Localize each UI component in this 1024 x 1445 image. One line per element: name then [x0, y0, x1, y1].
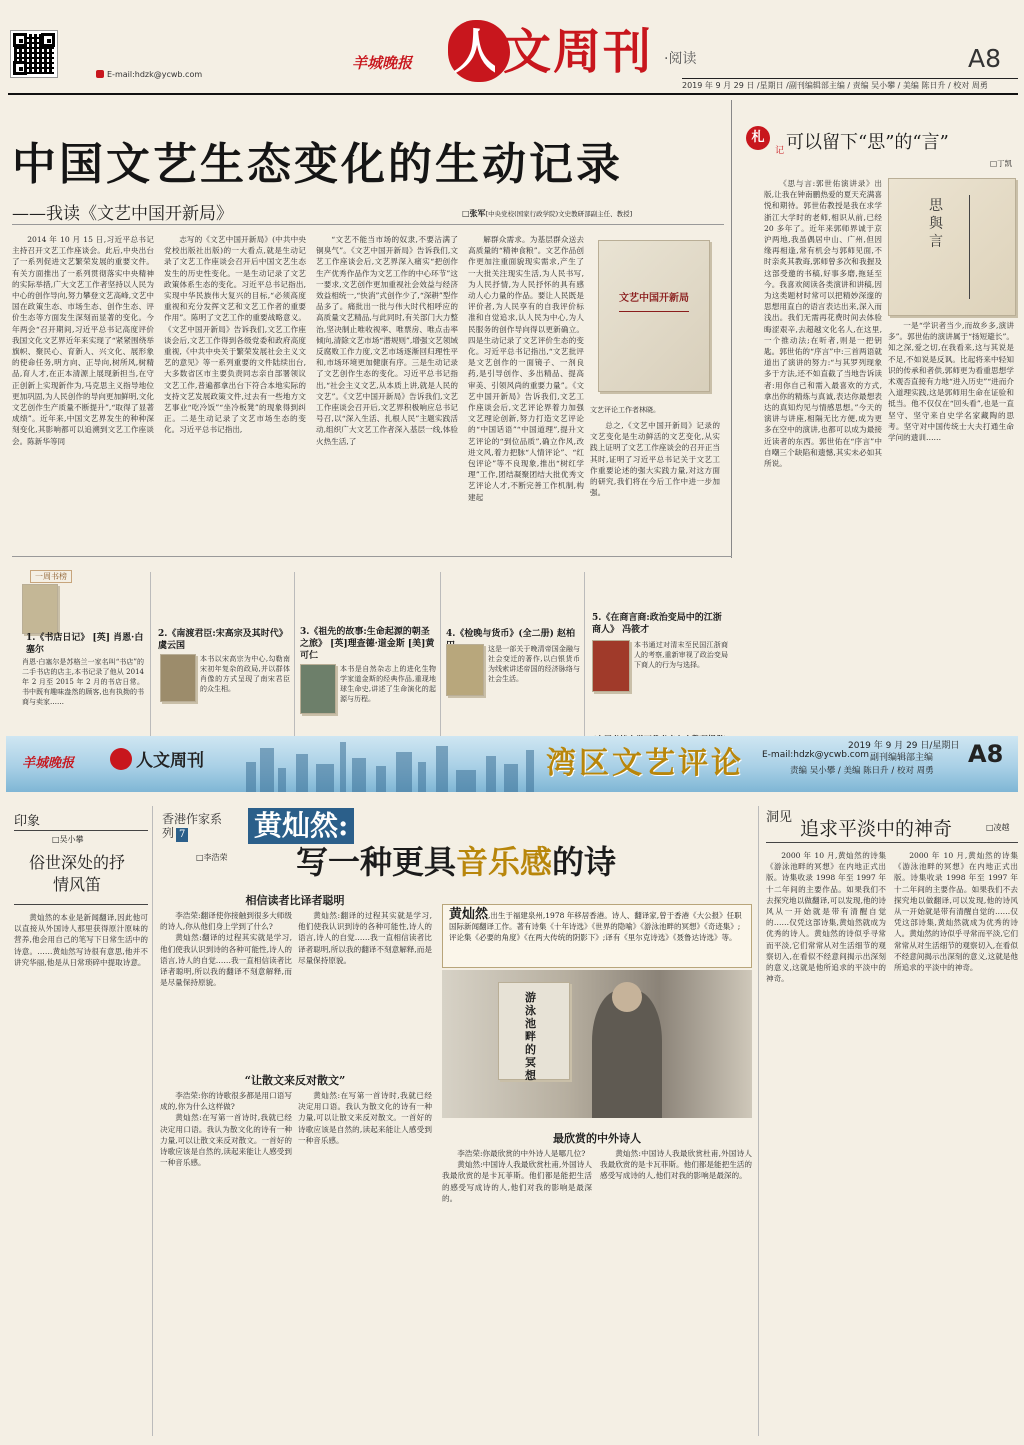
header-title-text: 人文周刊 — [453, 24, 654, 80]
lead-subline: ——我读《文艺中国开新局》 — [12, 204, 233, 224]
dongjian-label: 洞见 — [766, 810, 793, 825]
zhaji-tag-1: 札 — [746, 126, 770, 150]
lead-author-note: [中央党校(国家行政学院)文史教研部副主任、教授] — [485, 210, 633, 218]
banner-section-mark — [110, 748, 132, 770]
header-dateline: 2019 年 9 月 29 日 /星期日 /副刊编辑部主编 / 责编 吴小攀 / 美编 陈日升 / 校对 周勇 — [682, 81, 988, 90]
photo-book-title: 游泳池畔的冥想 — [525, 991, 536, 1082]
lead-col-4: 解群众需求。为基层群众送去高质量的“精神食粮”。文艺作品创作更加注重面貌现实需求,产生了一大批关注现实生活,为人民书写,为人民抒情,为人民抒怀的具有感动人心力量的作品。要让人民既是评价者,为人民享有的自我评价标准和自觉追求,认人民为中心,为人民服务的创作导向得以更新确立。四是生动记录了文艺评价生态的变化。习近平总书记指出,“文艺批评是文艺创作的一面镜子、一剂良药,是引导创作、多出精品、提高审美、引领风尚的重要力量”。《文艺中国开新局》告诉我们,文艺工作座谈会后,文艺评论界着力加强文艺理论创新,努力打造文艺评论的“中国话语”“中国道理”,提升文艺评论的“到位品质”,确立作风,改进文风,着力把脉“人情评论”、“红包评论”等不良现象,推出“树红学理”工作,团结凝聚团结大批优秀文艺评论人才,不断完善工作机制,构建起 — [468, 235, 584, 502]
book-1-text: 肖恩·白塞尔是苏格兰一家名叫“书店”的二手书店的店主,本书记录了他从 2014 年 2 月至 2015 年 2 月的书店日常。书中既有趣味盎然的顾客,也有执拗的书商与卖家…… — [22, 658, 144, 706]
bio-box — [442, 904, 752, 968]
banner-email[interactable]: E-mail:hdzk@ycwb.com — [762, 750, 870, 760]
book-thumb-2 — [160, 654, 196, 702]
yinxiang-title: 俗世深处的抒情风笛 — [28, 853, 125, 894]
book-5-title: 5.《在商言商:政治变局中的江浙商人》 冯筱才 — [592, 613, 722, 635]
lead-book-cover — [598, 240, 710, 392]
bookshelf-label: 一周书榜 — [30, 570, 72, 583]
banner-staff: 责编 吴小攀 / 美编 陈日升 / 校对 周勇 — [790, 766, 934, 776]
feature-col-2: 黄灿然:翻译的过程其实就是学习,他们使我认识到诗的各种可能性,诗人的语言,诗人的自觉……我一直相信读者比译者聪明,所以我的翻译不刻意解释,而是尽量保持原貌。 — [298, 911, 432, 965]
feature-headline-a: 黄灿然: — [248, 808, 354, 844]
feature-headline — [296, 840, 616, 884]
yinxiang-author: □吴小攀 — [52, 835, 84, 844]
book-4-text: 这是一部关于晚清帝国金融与社会变迁的著作,以白银货币为线索讲述帝国的经济脉络与社会生活。 — [488, 645, 580, 683]
qr-code[interactable] — [10, 30, 58, 78]
lead-book-title: 文艺中国开新局 — [619, 293, 689, 304]
book-3-text: 本书是自然杂志上的进化生物学家道金斯的经典作品,重现地球生命史,讲述了生命演化的起源与历程。 — [340, 665, 436, 703]
dongjian-author: □凌越 — [986, 823, 1010, 832]
photo-book — [498, 982, 570, 1080]
book-thumb-1 — [22, 584, 58, 634]
lead-col-3: “文艺不能当市场的奴隶,不要沾满了铜臭气”。《文艺中国开新局》告诉我们,文艺工作座谈会后,文艺界深入痛实“把创作生产优秀作品作为文艺工作的中心环节”这一要求,文艺创作更加重视社会效益与经济效益相统一,“快消”式创作少了,“深耕”型作品多了。痛批出一批与伟大时代相呼应的高质量文艺精品,与此同时,有关部门大力整治,坚决制止唯收视率、唯票房、唯点击率倾向,清除文艺市场“潜规则”,增强文艺领域反腐败工作力度,文艺市场逐渐回归理性平和,市场环境更加健康有序。三是生动记录了文艺创作生态的变化。习近平总书记指出,“社会主义文艺,从本质上讲,就是人民的文艺”。《文艺中国开新局》告诉我们,文艺工作座谈会召开后,文艺界积极响应总书记号召,以“深入生活、扎根人民”主题实践活动,组织广大文艺工作者深入基层一线,体验火热生活,了 — [316, 235, 458, 446]
feature-col-4: 黄灿然:在写第一首诗时,我就已经决定用口语。我认为散文化的诗有一种力量,可以让散文来反对散文。一首好的诗歌应该是自然的,读起来能让人感受到一种音乐感。 — [298, 1091, 432, 1145]
dongjian-col-2: 2000 年 10 月,黄灿然的诗集《游泳池畔的冥想》在内地正式出版。诗集收录 1998 年至 1997 年十二年间的主要作品。如果我们不去探究地以做翻译,可以发现,他的诗风从一开始就是带有清醒自觉的……仅凭这部诗集,黄灿然就成为优秀的诗人。黄灿然的诗似乎寻常而平淡,它们常常从对生活细节的观察切入,在看似不经意间揭示出深刻的意义,这就是他所追求的平淡中的神奇。 — [894, 851, 1018, 973]
book-3-title: 3.《祖先的故事:生命起源的朝圣之旅》 [英]理查德·道金斯 [美]黄可仁 — [300, 627, 435, 661]
banner-title: 湾区文艺评论 — [546, 746, 744, 781]
zhaji-book-title: 思與言 — [929, 198, 943, 250]
feature-col-1: 李浩荣:翻译使你接触到很多大师级的诗人,你从他们身上学到了什么? 黄灿然:翻译的过程其实就是学习,他们使我认识到诗的各种可能性,诗人的语言,诗人的自觉……我一直相信读者比译者聪明,所以我的翻译不刻意解释,而是尽量保持原貌。 — [160, 911, 292, 988]
header-page-no: A8 — [968, 44, 1002, 73]
dongjian-title: 追求平淡中的神奇 — [800, 818, 953, 840]
zhaji-tag — [746, 126, 784, 156]
dongjian-col-1: 2000 年 10 月,黄灿然的诗集《游泳池畔的冥想》在内地正式出版。诗集收录 1998 年至 1997 年十二年间的主要作品。如果我们不去探究地以做翻译,可以发现,他的诗风从一开始就是带有清醒自觉的……仅凭这部诗集,黄灿然就成为优秀的诗人。黄灿然的诗似乎寻常而平淡,它们常常从对生活细节的观察切入,在看似不经意间揭示出深刻的意义,这就是他所追求的平淡中的神奇。 — [766, 851, 886, 984]
header-title — [453, 22, 653, 82]
zhaji-author: □丁凯 — [990, 159, 1013, 168]
zhaji-col-1: 《思与言:郭世佑演讲录》出版,让我在钟南鹏热爱的夏天充满喜悦和期待。郭世佑教授是我在求学浙江大学时的老师,相识从前,已经 20 多年了。近年来郭师界诚于京沪两地,我虽偶居中山、广州,但因缘再相逢,常有机会与郭师见面,不时亲炙其教诲,郭师曾多次和我握及这部受邀的书稿,好事多磨,拖延至今。我喜欢阅读各类演讲和讲稿,因为这类题材时常可以把精妙深邃的思想用直白的语言表达出来,深入而浅出。我们无需再花费时间去体验晦涩艰辛,去超越文化名人,在这里,一个推动法;在听者,则是一把钥匙。郭世佑的“序言”中:三首两语就道出了演讲的努力:“与其罗列现象多于方法,还不如直截了当地告诉读者:用你自己和需入最喜欢的方式,拿出你的精炼与真诚,表达你最想表达的真知灼见与情感思想。”今天的演讲与讲座,相隔无比方便,成为更多在空中的演讲,也都可以成为最接近读者的东西。郭世佑在“序言”中自嘲三个缺陷和遗憾,其实未必如其所说。 — [764, 179, 882, 469]
book-thumb-4 — [446, 644, 484, 696]
header-subtitle: ·阅读 — [664, 51, 697, 67]
series-tag-no: 7 — [176, 828, 188, 842]
zhaji-title: 可以留下“思”的“言” — [786, 132, 949, 153]
lead-col-2: 志写的《文艺中国开新局》(中共中央党校出版社出版)的一大看点,就是生动记录了文艺工作座谈会召开后中国文艺生态发生的历史性变化。一是生动记录了文艺政策体系生态的变化。习近平总书记指出,实现中华民族伟大复兴的目标,“必须高度重视和充分发挥文艺和文艺工作者的重要作用”。陈明了文艺工作的重要战略意义。《文艺中国开新局》告诉我们,文艺工作座谈会后,文艺工作得到各级党委和政府高度重视,《中共中央关于繁荣发展社会主义文艺的意见》等一系列重要的文件陆续出台,大多数省区市主要负责同志亲自部署领议文艺工作,普遍都拿出台下符合本地实际的支持文艺发展政策文件,过去有一些地方文艺事业“吃冷饭”“坐冷板凳”的现象得到纠正。二是生动记录了文艺市场生态的变化。习近平总书记指出, — [164, 235, 306, 435]
feature-headline-c: 音乐感 — [456, 843, 553, 881]
lead-author: □张军 — [462, 209, 486, 218]
book-2-title: 2.《南渡君臣:宋高宗及其时代》 虞云国 — [158, 629, 288, 651]
email-line — [96, 70, 202, 79]
yinxiang-text: 黄灿然的本业是新闻翻译,因此他可以直接从外国诗人那里获得原汁原味的营养,他会用自己的笔写下日常生活中的诗意。……黄灿然写诗很有意思,他并不讲究华丽,他是从日常琐碎中提取诗意。 — [14, 913, 148, 967]
banner-brand: 羊城晚报 — [22, 756, 75, 771]
zhaji-book-cover — [888, 178, 1016, 316]
yinxiang-label: 印象 — [14, 814, 41, 829]
feature-headline-b: 写一种更具 — [296, 843, 457, 881]
book-thumb-3 — [300, 664, 336, 714]
feature-author: □李浩荣 — [196, 853, 228, 862]
poet-photo — [442, 970, 752, 1118]
feature-col-6: 黄灿然:中国诗人我最欣赏杜甫,外国诗人我最欣赏的是卡瓦菲斯。他们都是能把生活的感受写成诗的人,他们对我的影响是最深的。 — [600, 1149, 752, 1181]
banner-dept: 副刊编辑部主编 — [870, 753, 934, 763]
book-5-text: 本书通过对清末至民国江浙商人的考察,重新审视了政治变局下商人的行为与选择。 — [634, 641, 728, 669]
banner-page-no: A8 — [968, 740, 1004, 768]
zhaji-col-2b — [764, 320, 765, 321]
feature-col-3: 李浩荣:你的诗歌很多都是用口语写成的,你为什么这样做? 黄灿然:在写第一首诗时,我就已经决定用口语。我认为散文化的诗有一种力量,可以让散文来反对散文。一首好的诗歌应该是自然的,读起来能让人感受到一种音乐感。 — [160, 1091, 292, 1168]
banner-date: 2019 年 9 月 29 日/星期日 — [848, 741, 960, 751]
book-2-text: 本书以宋高宗为中心,勾勒南宋初年复杂的政局,并以群体肖像的方式呈现了南宋君臣的众生相。 — [200, 655, 290, 693]
bio-name: 黄灿然 — [449, 907, 489, 922]
book-thumb-5 — [592, 640, 630, 692]
feature-headline-d: 的诗 — [552, 843, 617, 881]
feature-sub3: 最欣赏的中外诗人 — [553, 1132, 641, 1145]
feature-sub1: 相信读者比译者聪明 — [245, 894, 345, 907]
lead-byline — [462, 208, 632, 219]
bio-text: ,出生于福建泉州,1978 年移居香港。诗人、翻译家,曾于香港《大公报》任职国际新闻翻译工作。著有诗集《十年诗选》《世界的隐喻》《游泳池畔的冥想》《奇迹集》;评论集《必要的角度》《在两大传统的阴影下》;译有《里尔克诗选》《聂鲁达诗选》等。 — [449, 911, 742, 942]
zhaji-tag-2: 记 — [775, 146, 785, 156]
zhaji-col-2: 一是“学识者当少,而故乡多,演讲多”。郭世佑的演讲属于“扬短避长”。知之深,爱之切,在我看来,这与其说是不足,不如说是反讽。比起将来中轻知识的传承和者供,郭师更为看重思想学术观否直接有力地“进入历史”“进而介入道理实践,这是郭师用生命在证验和抵当。他不仅仅在“回头看”,也是一直坚守、坚守来自史学名家藏陶的思考。坚守对中国传统士大夫打通生命学问的遗训…… — [888, 321, 1014, 443]
feature-sub2: “让散文来反对散文” — [244, 1074, 346, 1087]
book-1-title: 1.《书店日记》 [英] 肖恩·白塞尔 — [26, 633, 144, 655]
book-4-title: 4.《检晚与货币》(全二册) 赵柏 — [446, 629, 576, 639]
series-tag-text: 香港作家系列 — [162, 812, 223, 840]
series-tag — [162, 812, 232, 842]
lead-caption: 文艺评论工作者林晓。 — [590, 406, 660, 414]
feature-col-5: 李浩荣:你最欣赏的中外诗人是哪几位? 黄灿然:中国诗人我最欣赏杜甫,外国诗人我最欣赏的是卡瓦菲斯。他们都是能把生活的感受写成诗的人,他们对我的影响是最深的。 — [442, 1149, 592, 1203]
brand-logo: 羊城晚报 — [352, 54, 413, 72]
book-1-text-cont — [158, 572, 290, 612]
email-icon — [96, 70, 104, 78]
lead-headline: 中国文艺生态变化的生动记录 — [12, 139, 623, 190]
lead-col-5: 总之,《文艺中国开新局》记录的文艺变化是生动鲜活的文艺变化,从实践上证明了文艺工作座谈会的召开正当其时,证明了习近平总书记关于文艺工作重要论述的强大实践力量,对这方面的研究,我们将在今后工作中进一步加强。 — [590, 421, 720, 498]
lead-col-1: 2014 年 10 月 15 日,习近平总书记主持召开文艺工作座谈会。此后,中央出台了一系列促进文艺繁荣发展的重要文件。有关方面推出了一系列贯彻落实中央精神的实际举措,广大文艺工作者坚持以人民为中心的创作导向,努力攀登文艺高峰,文艺中国在政策生态、市场生态、创作生态、评价生态等方面发生深刻而显著的变化。今年两会“召开期间,习近平总书记高度评价我国文化文艺界近年来实现了“紧紧围绕举旗帜、聚民心、育新人、兴文化、展形象的使命任务,明方向、正导向,树所风,树精品,育人才,在正本清源上展现新担当,在守正创新上实现新作为,马克思主义指导地位更加巩固,为人民创作的导向更加鲜明,文化文艺创作生产质量不断提升”,“取得了显著成绩”。近年来,中国文艺界发生的种种深刻变化,其影响都可以追溯到文艺工作座谈会。陈新华等同 — [12, 235, 154, 446]
banner-section-text: 人文周刊 — [136, 751, 204, 771]
banner-section — [110, 746, 204, 771]
email-text[interactable]: E-mail:hdzk@ycwb.com — [107, 70, 203, 79]
